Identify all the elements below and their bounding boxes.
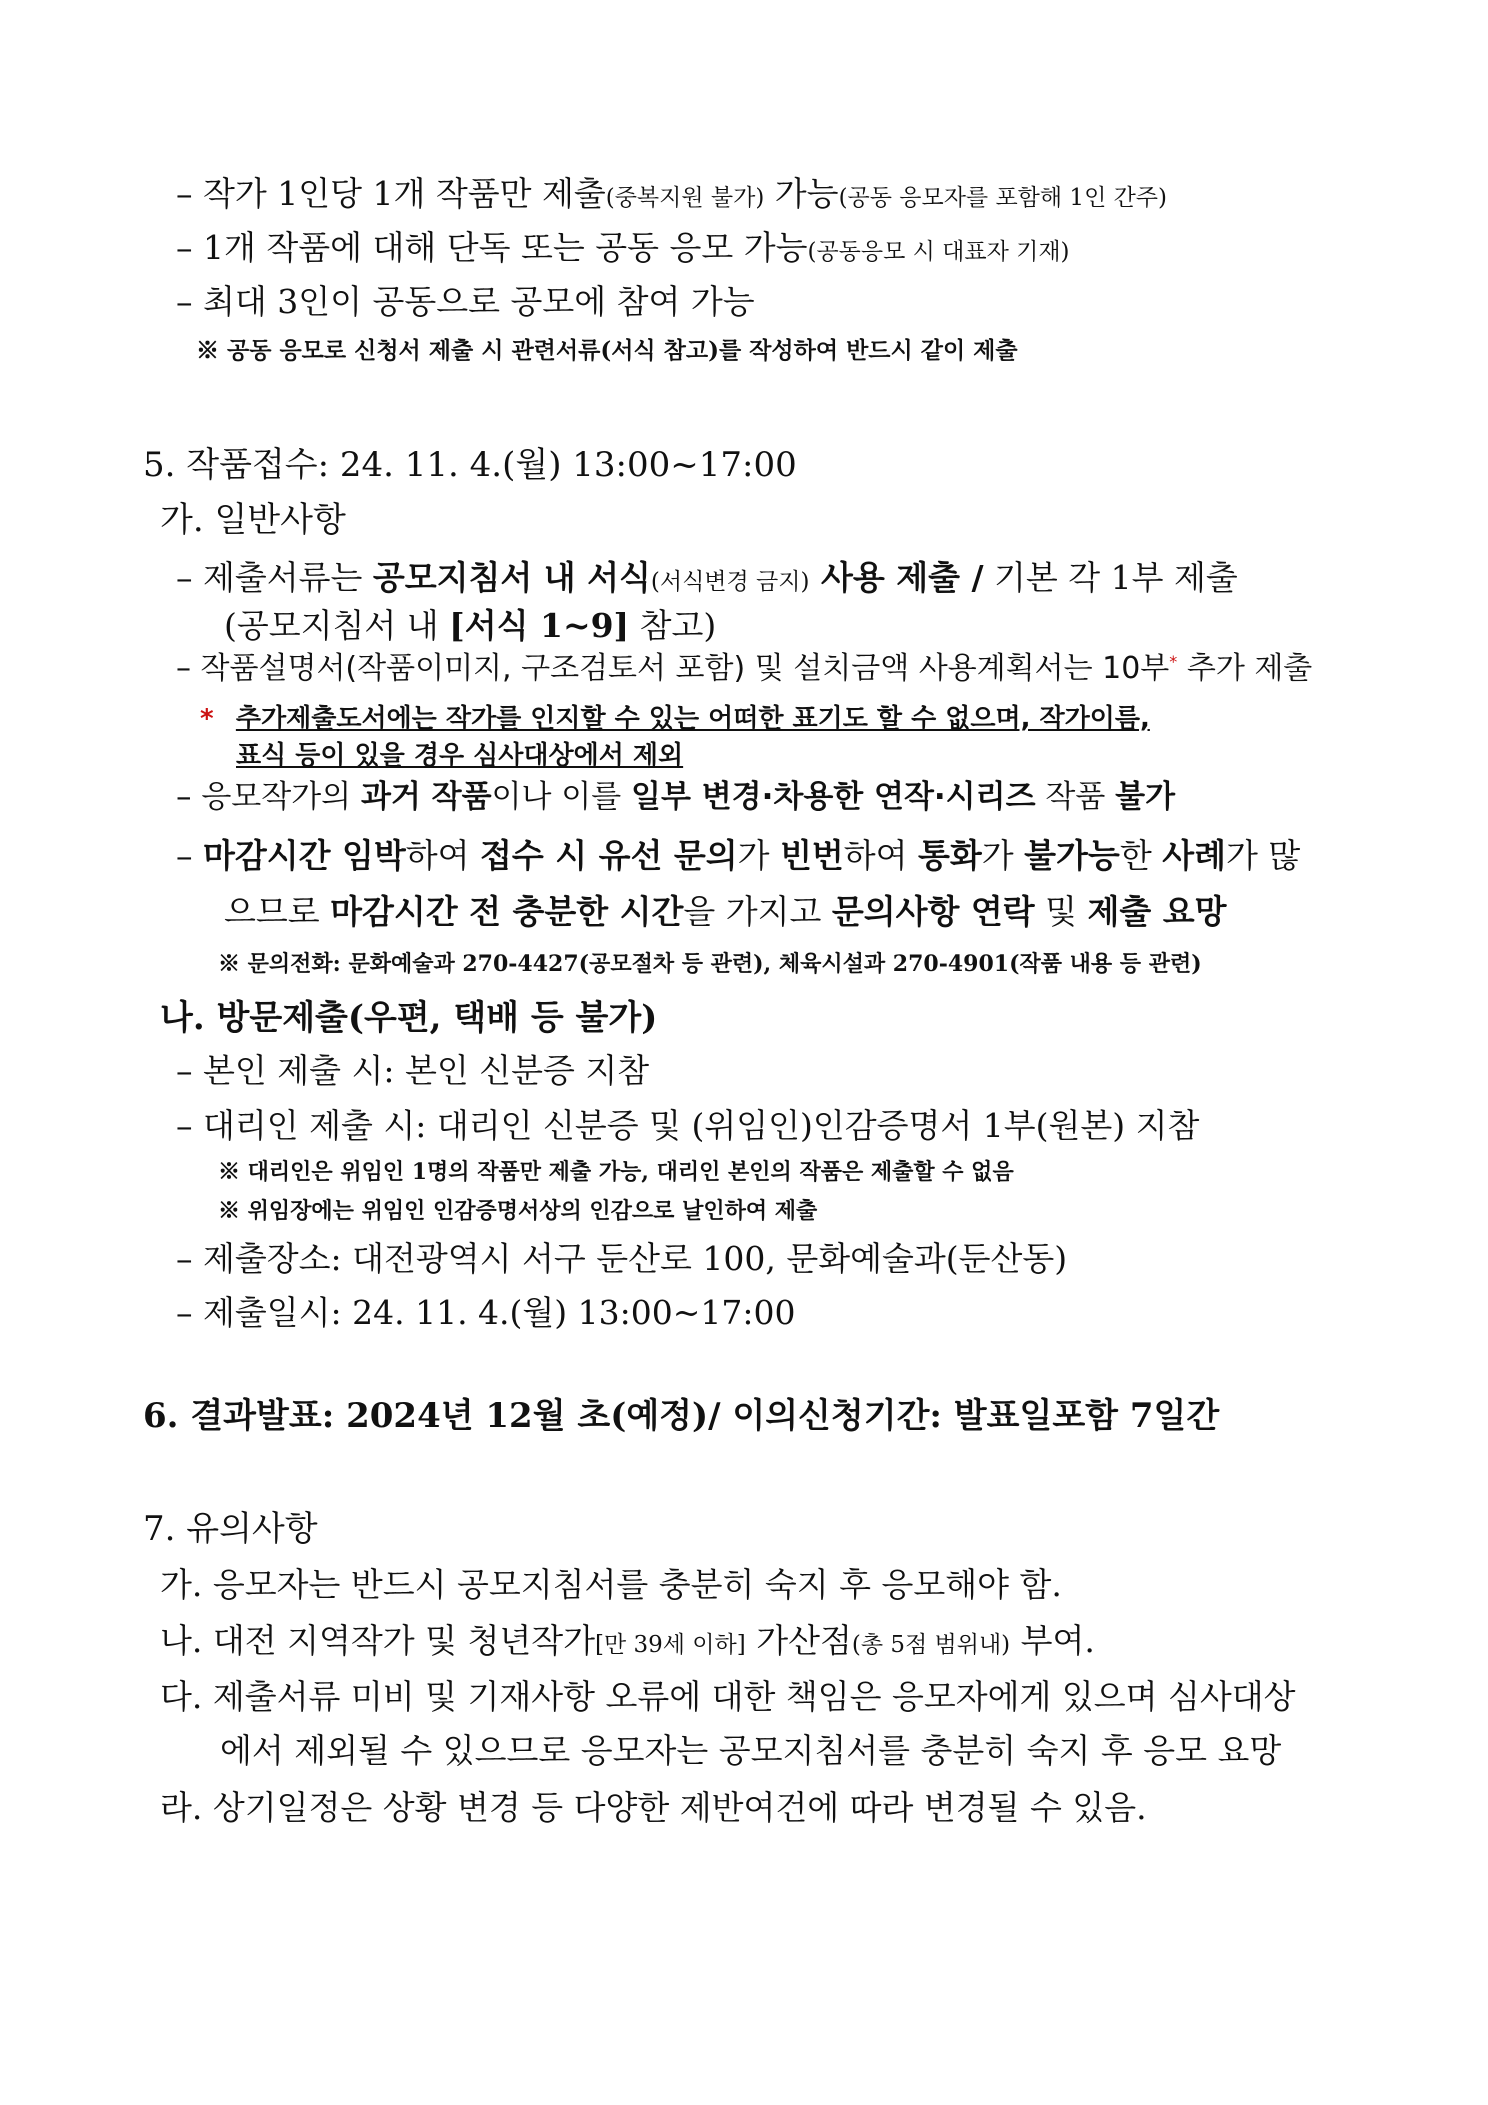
self-submit-item: – 본인 제출 시: 본인 신분증 지참 xyxy=(176,1051,650,1090)
deadline-bold-6: 사례 xyxy=(1162,836,1226,875)
deadline-cont-bold-3: 제출 요망 xyxy=(1087,892,1227,931)
proxy-submit-item: – 대리인 제출 시: 대리인 신분증 및 (위임인)인감증명서 1부(원본) 지참 xyxy=(176,1106,1200,1145)
deadline-text-3: 하여 xyxy=(843,836,919,875)
section-7-title: 7. 유의사항 xyxy=(143,1509,318,1549)
applicant-rule-paren-2: (공동 응모자를 포함해 1인 간주) xyxy=(838,185,1168,211)
past-works-text-2: 이나 이를 xyxy=(491,779,632,815)
applicant-rule-paren: (중복지원 불가) xyxy=(605,185,765,211)
joint-doc-note: ※ 공동 응모로 신청서 제출 시 관련서류(서식 참고)를 작성하여 반드시 같이 제출 xyxy=(196,337,1018,364)
applicant-rule-line xyxy=(176,174,1168,213)
notice-b-text-3: 부여. xyxy=(1010,1621,1095,1660)
notice-c-line-2: 에서 제외될 수 있으므로 응모자는 공모지침서를 충분히 숙지 후 응모 요망 xyxy=(220,1731,1282,1770)
warning-text-2: 표식 등이 있을 경우 심사대상에서 제외 xyxy=(236,741,684,771)
deadline-bold-5: 불가능 xyxy=(1024,836,1120,875)
anonymity-warning xyxy=(200,706,1150,732)
joint-entry-line xyxy=(176,228,1070,267)
past-works-item xyxy=(176,779,1176,815)
submit-date-item: – 제출일시: 24. 11. 4.(월) 13:00~17:00 xyxy=(176,1293,796,1332)
notice-d: 라. 상기일정은 상황 변경 등 다양한 제반여건에 따라 변경될 수 있음. xyxy=(160,1788,1147,1827)
docs-item-paren: (서식변경 금지) xyxy=(650,569,810,595)
warning-text-1: 추가제출도서에는 작가를 인지할 수 있는 어떠한 표기도 할 수 없으며, 작가이름, xyxy=(235,704,1150,734)
deadline-item-cont xyxy=(224,892,1227,931)
proxy-note-2: ※ 위임장에는 위임인 인감증명서상의 인감으로 날인하여 제출 xyxy=(218,1198,818,1224)
docs-item xyxy=(176,558,1238,597)
deadline-text-4: 가 xyxy=(981,836,1025,875)
notice-c-line-1: 다. 제출서류 미비 및 기재사항 오류에 대한 책임은 응모자에게 있으며 심사대상 xyxy=(160,1677,1296,1716)
deadline-cont-bold-2: 문의사항 연락 xyxy=(831,892,1035,931)
section-6-title: 6. 결과발표: 2024년 12월 초(예정)/ 이의신청기간: 발표일포함 7일간 xyxy=(143,1396,1220,1436)
deadline-text-5: 한 xyxy=(1119,836,1163,875)
past-works-text: – 응모작가의 xyxy=(176,779,361,815)
joint-entry-paren: (공동응모 시 대표자 기재) xyxy=(807,239,1070,265)
notice-b xyxy=(160,1621,1095,1660)
section-5-general: 가. 일반사항 xyxy=(160,500,346,540)
docs-item-cont xyxy=(224,606,717,645)
docs-item-text: – 제출서류는 xyxy=(176,558,373,597)
submit-place-item: – 제출장소: 대전광역시 서구 둔산로 100, 문화예술과(둔산동) xyxy=(176,1239,1068,1278)
deadline-cont-bold-1: 마감시간 전 충분한 시간 xyxy=(330,892,684,931)
warning-star: * xyxy=(200,704,214,734)
section-5-visit: 나. 방문제출(우편, 택배 등 불가) xyxy=(160,998,658,1038)
extra-copies-star: * xyxy=(1169,652,1178,671)
notice-a: 가. 응모자는 반드시 공모지침서를 충분히 숙지 후 응모해야 함. xyxy=(160,1565,1062,1604)
joint-entry-text: – 1개 작품에 대해 단독 또는 공동 응모 가능 xyxy=(176,228,808,267)
extra-copies-text-2: 추가 제출 xyxy=(1177,651,1313,686)
docs-cont-text: (공모지침서 내 xyxy=(224,606,450,645)
deadline-bold-1: 마감시간 임박 xyxy=(203,836,406,875)
notice-b-paren: (총 5점 범위내) xyxy=(851,1632,1011,1658)
deadline-cont-text-2: 을 가지고 xyxy=(683,892,832,931)
notice-b-bracket: [만 39세 이하] xyxy=(595,1632,746,1658)
max-joint-line: – 최대 3인이 공동으로 공모에 참여 가능 xyxy=(176,282,755,321)
notice-b-text-2: 가산점 xyxy=(745,1621,852,1660)
notice-b-text-1: 나. 대전 지역작가 및 청년작가 xyxy=(160,1621,595,1660)
deadline-text-2: 가 xyxy=(737,836,781,875)
past-works-text-3: 작품 xyxy=(1035,779,1116,815)
extra-copies-item xyxy=(176,651,1313,686)
past-works-bold: 과거 작품 xyxy=(360,779,492,815)
past-works-bold-2: 일부 변경·차용한 연작·시리즈 xyxy=(631,779,1036,815)
applicant-rule-text-2: 가능 xyxy=(764,174,839,213)
deadline-cont-text-3: 및 xyxy=(1034,892,1088,931)
proxy-note-1: ※ 대리인은 위임인 1명의 작품만 제출 가능, 대리인 본인의 작품은 제출할 수 없음 xyxy=(218,1159,1014,1185)
docs-item-bold-2: 사용 제출 / xyxy=(809,558,984,597)
extra-copies-text: – 작품설명서(작품이미지, 구조검토서 포함) 및 설치금액 사용계획서는 10부 xyxy=(176,651,1170,686)
deadline-bold-3: 빈번 xyxy=(780,836,844,875)
phone-note: ※ 문의전화: 문화예술과 270-4427(공모절차 등 관련), 체육시설과 270-4901(작품 내용 등 관련) xyxy=(218,951,1202,977)
deadline-item xyxy=(176,836,1301,875)
deadline-text-1: 하여 xyxy=(405,836,481,875)
applicant-rule-text: – 작가 1인당 1개 작품만 제출 xyxy=(176,174,606,213)
deadline-bold-4: 통화 xyxy=(918,836,982,875)
docs-cont-bold: [서식 1~9] xyxy=(449,606,630,645)
deadline-cont-text-1: 으므로 xyxy=(224,892,331,931)
section-5-title: 5. 작품접수: 24. 11. 4.(월) 13:00~17:00 xyxy=(143,445,797,485)
past-works-bold-3: 불가 xyxy=(1115,779,1176,815)
deadline-dash: – xyxy=(176,836,203,875)
docs-item-bold: 공모지침서 내 서식 xyxy=(372,558,651,597)
deadline-bold-2: 접수 시 유선 문의 xyxy=(480,836,738,875)
docs-cont-text-2: 참고) xyxy=(629,606,717,645)
docs-item-text-2: 기본 각 1부 제출 xyxy=(983,558,1238,597)
deadline-text-6: 가 많 xyxy=(1225,836,1301,875)
